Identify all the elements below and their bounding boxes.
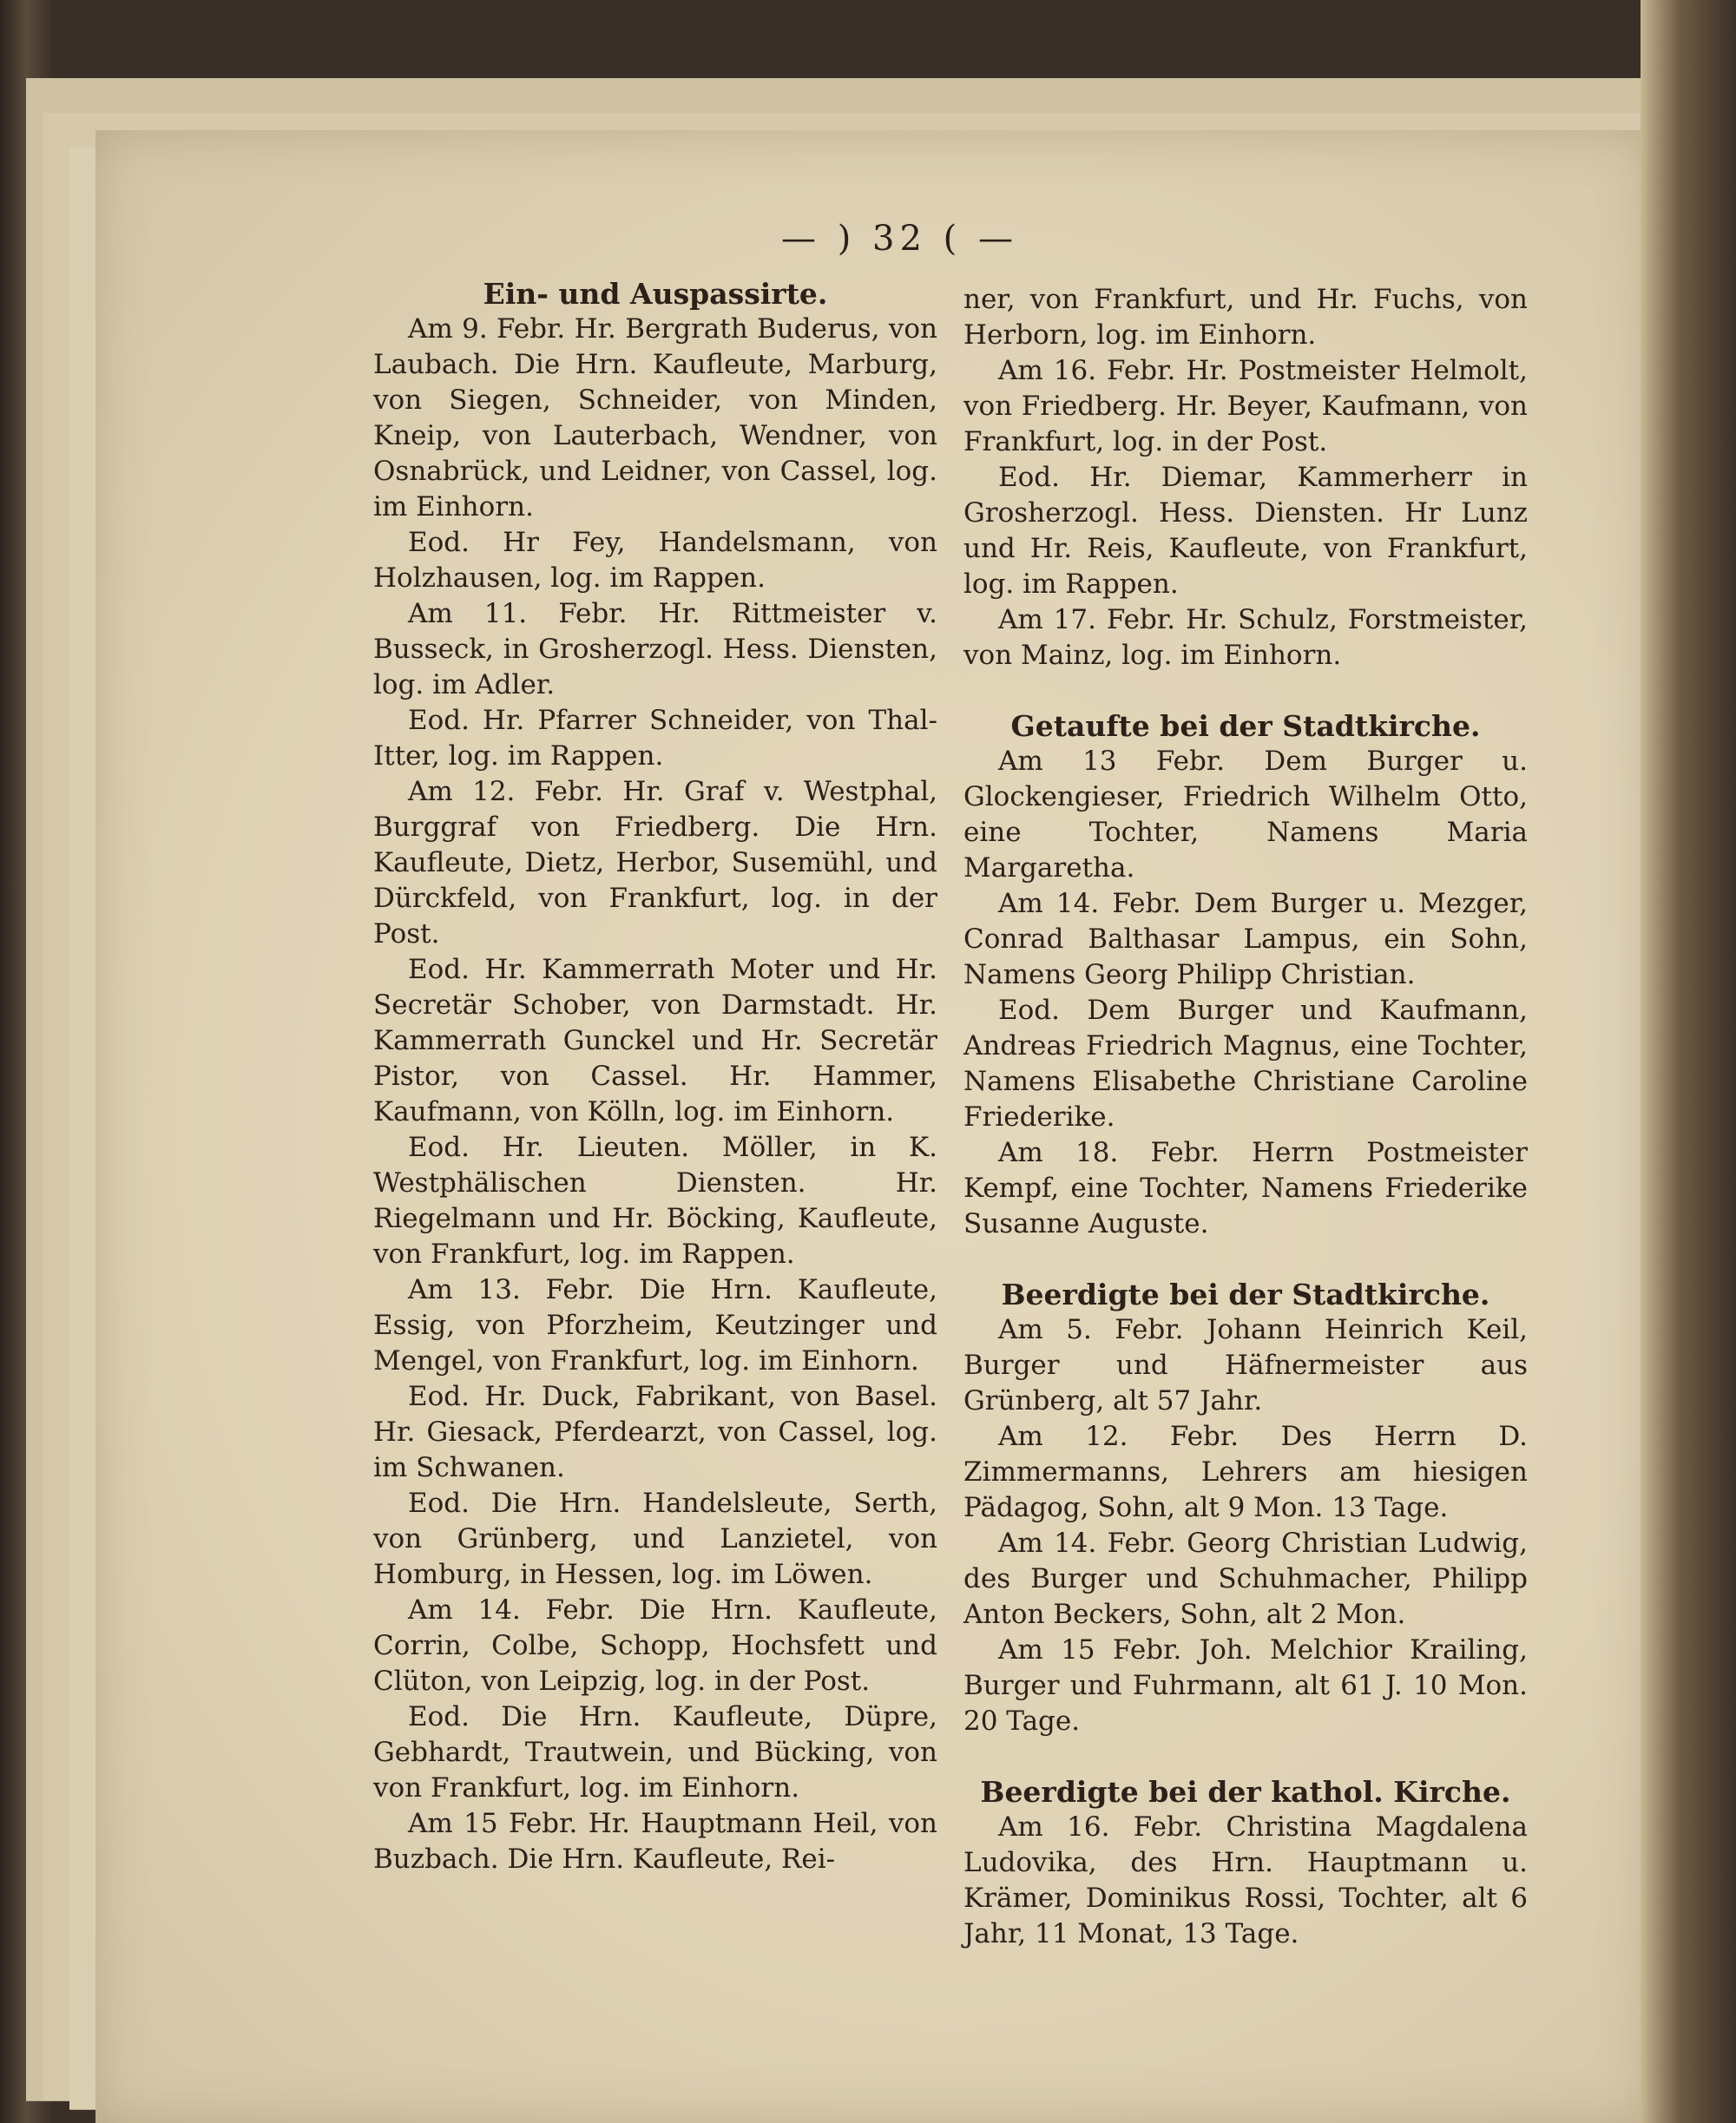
left-column bbox=[373, 276, 937, 1877]
entry-paragraph: Am 14. Febr. Die Hrn. Kaufleute, Corrin, Colbe, Schopp, Hochsfett und Clüton, von Leipzig, log. in der Post. bbox=[373, 1594, 937, 1697]
entry-paragraph: Am 9. Febr. Hr. Bergrath Buderus, von Laubach. Die Hrn. Kaufleute, Marburg, von Siegen, Schneider, von Minden, Kneip, von Lauterbach, Wendner, von Osnabrück, und Leidner, von Cassel, log. im Einhorn. bbox=[373, 313, 937, 523]
entry-paragraph: Am 13 Febr. Dem Burger u. Glockengieser, Friedrich Wilhelm Otto, eine Tochter, Namens Maria Margaretha. bbox=[963, 746, 1528, 884]
entry-paragraph: ner, von Frankfurt, und Hr. Fuchs, von Herborn, log. im Einhorn. bbox=[963, 284, 1528, 351]
entry-paragraph: Eod. Die Hrn. Handelsleute, Serth, von Grünberg, und Lanzietel, von Homburg, in Hessen, log. im Löwen. bbox=[373, 1488, 937, 1590]
section-title: Beerdigte bei der Stadtkirche. bbox=[1001, 1278, 1490, 1311]
entry-paragraph: Eod. Dem Burger und Kaufmann, Andreas Friedrich Magnus, eine Tochter, Namens Elisabethe Christiane Caroline Friederike. bbox=[963, 995, 1528, 1133]
entry-paragraph: Eod. Hr. Lieuten. Möller, in K. Westphälischen Diensten. Hr. Riegelmann und Hr. Böcking, Kaufleute, von Frankfurt, log. im Rappen. bbox=[373, 1132, 937, 1270]
page-header: — ) 32 ( — bbox=[781, 219, 1018, 259]
entry-paragraph: Eod. Die Hrn. Kaufleute, Düpre, Gebhardt, Trautwein, und Bücking, von von Frankfurt, log. im Einhorn. bbox=[373, 1701, 937, 1804]
book-gutter bbox=[1641, 0, 1736, 2123]
entry-paragraph: Am 11. Febr. Hr. Rittmeister v. Busseck, in Grosherzogl. Hess. Diensten, log. im Adler. bbox=[373, 598, 937, 700]
entry-paragraph: Am 12. Febr. Des Herrn D. Zimmermanns, Lehrers am hiesigen Pädagog, Sohn, alt 9 Mon. 13 Tage. bbox=[963, 1421, 1528, 1523]
entry-paragraph: Am 14. Febr. Georg Christian Ludwig, des Burger und Schuhmacher, Philipp Anton Beckers, Sohn, alt 2 Mon. bbox=[963, 1528, 1528, 1630]
entry-paragraph: Am 16. Febr. Hr. Postmeister Helmolt, von Friedberg. Hr. Beyer, Kaufmann, von Frankfurt, log. in der Post. bbox=[963, 355, 1528, 457]
entry-paragraph: Am 16. Febr. Christina Magdalena Ludovika, des Hrn. Hauptmann u. Krämer, Dominikus Rossi, Tochter, alt 6 Jahr, 11 Monat, 13 Tage. bbox=[963, 1811, 1528, 1949]
entry-paragraph: Am 15 Febr. Joh. Melchior Krailing, Burger und Fuhrmann, alt 61 J. 10 Mon. 20 Tage. bbox=[963, 1634, 1528, 1737]
entry-paragraph: Eod. Hr. Duck, Fabrikant, von Basel. Hr. Giesack, Pferdearzt, von Cassel, log. im Schwanen. bbox=[373, 1381, 937, 1483]
entry-paragraph: Am 13. Febr. Die Hrn. Kaufleute, Essig, von Pforzheim, Keutzinger und Mengel, von Frankfurt, log. im Einhorn. bbox=[373, 1274, 937, 1377]
entry-paragraph: Am 12. Febr. Hr. Graf v. Westphal, Burggraf von Friedberg. Die Hrn. Kaufleute, Dietz, Herbor, Susemühl, und Dürckfeld, von Frankfurt, log. in der Post. bbox=[373, 776, 937, 950]
entry-paragraph: Am 17. Febr. Hr. Schulz, Forstmeister, von Mainz, log. im Einhorn. bbox=[963, 604, 1528, 671]
entry-paragraph: Am 5. Febr. Johann Heinrich Keil, Burger und Häfnermeister aus Grünberg, alt 57 Jahr. bbox=[963, 1314, 1528, 1416]
entry-paragraph: Am 15 Febr. Hr. Hauptmann Heil, von Buzbach. Die Hrn. Kaufleute, Rei- bbox=[373, 1808, 937, 1875]
entry-paragraph: Am 18. Febr. Herrn Postmeister Kempf, eine Tochter, Namens Friederike Susanne Auguste. bbox=[963, 1137, 1528, 1239]
section-title: Beerdigte bei der kathol. Kirche. bbox=[980, 1775, 1511, 1809]
entry-paragraph: Eod. Hr. Diemar, Kammerherr in Grosherzogl. Hess. Diensten. Hr Lunz und Hr. Reis, Kaufleute, von Frankfurt, log. im Rappen. bbox=[963, 462, 1528, 600]
entry-paragraph: Eod. Hr. Pfarrer Schneider, von Thal-Itter, log. im Rappen. bbox=[373, 705, 937, 772]
entry-paragraph: Eod. Hr. Kammerrath Moter und Hr. Secretär Schober, von Darmstadt. Hr. Kammerrath Gunckel und Hr. Secretär Pistor, von Cassel. Hr. Hammer, Kaufmann, von Kölln, log. im Einhorn. bbox=[373, 954, 937, 1127]
entry-paragraph: Eod. Hr Fey, Handelsmann, von Holzhausen, log. im Rappen. bbox=[373, 527, 937, 594]
right-column bbox=[963, 282, 1528, 1952]
section-title: Ein- und Auspassirte. bbox=[483, 277, 828, 311]
section-title: Getaufte bei der Stadtkirche. bbox=[1010, 709, 1481, 743]
entry-paragraph: Am 14. Febr. Dem Burger u. Mezger, Conrad Balthasar Lampus, ein Sohn, Namens Georg Philipp Christian. bbox=[963, 888, 1528, 990]
